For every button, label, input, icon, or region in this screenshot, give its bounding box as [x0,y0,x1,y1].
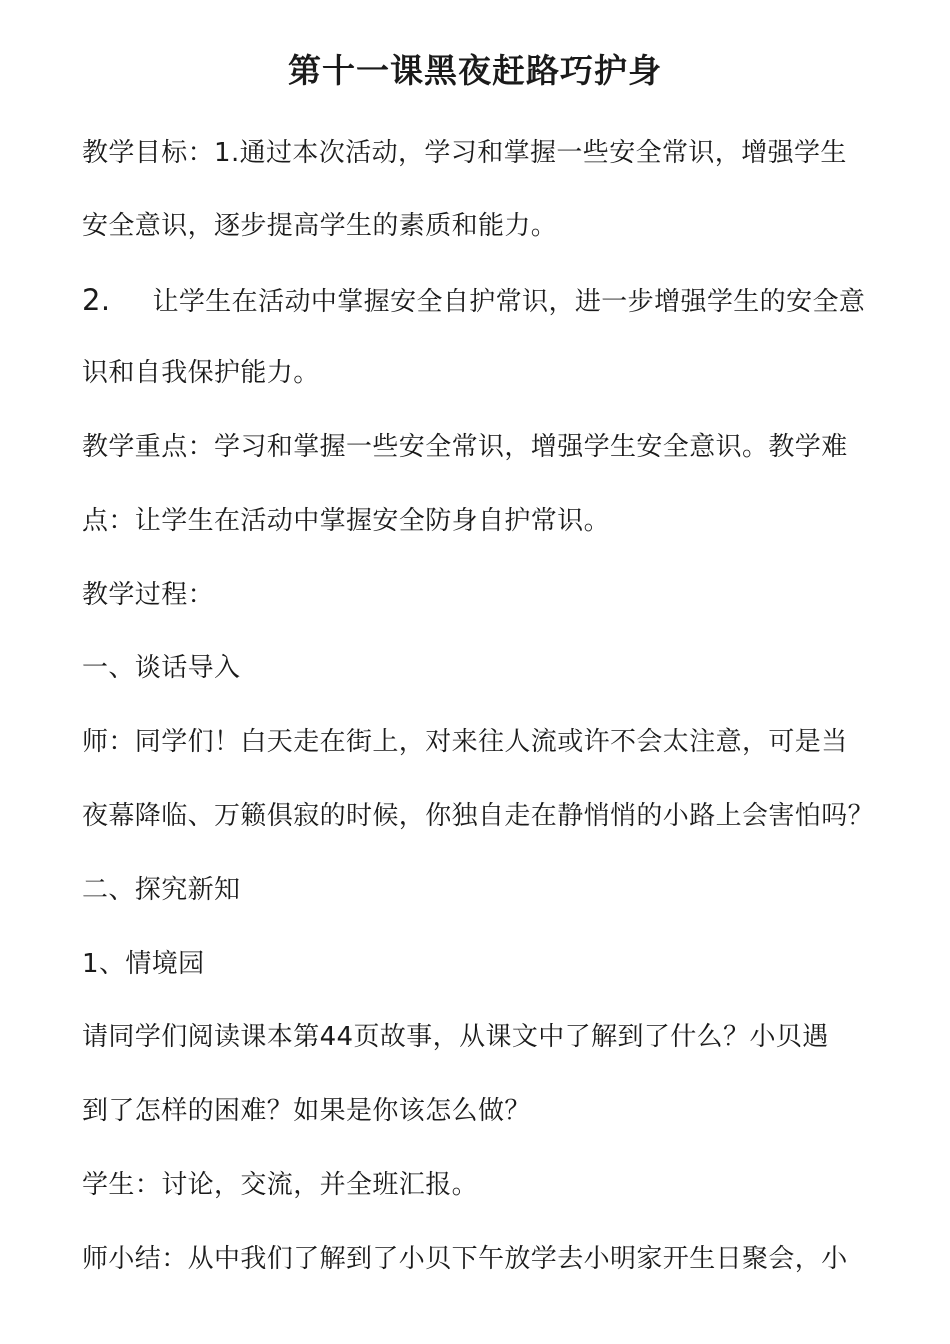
line-1: 教学目标：1.通过本次活动，学习和掌握一些安全常识，增强学生 [82,138,847,168]
line-5: 教学重点：学习和掌握一些安全常识，增强学生安全意识。教学难 [82,432,848,462]
line-11: 二、探究新知 [82,875,241,905]
line-16: 师小结：从中我们了解到了小贝下午放学去小明家开生日聚会，小 [82,1244,848,1274]
line-12: 1、情境园 [82,949,205,979]
line-15: 学生：讨论，交流，并全班汇报。 [82,1170,479,1200]
line-10: 夜幕降临、万籁俱寂的时候，你独自走在静悄悄的小路上会害怕吗？ [82,801,875,831]
line-3-text: 让学生在活动中掌握安全自护常识，进一步增强学生的安全意 [152,287,866,317]
line-6: 点：让学生在活动中掌握安全防身自护常识。 [82,506,611,536]
list-number: 2. [82,283,111,317]
line-4: 识和自我保护能力。 [82,358,320,388]
line-7: 教学过程： [82,580,215,610]
line-3 [82,280,865,322]
line-14: 到了怎样的困难？如果是你该怎么做？ [82,1096,531,1126]
line-8: 一、谈话导入 [82,653,241,683]
document-title: 第十一课黑夜赶路巧护身 [288,51,662,90]
line-9: 师：同学们！白天走在街上，对来往人流或许不会太注意，可是当 [82,727,848,757]
line-13: 请同学们阅读课本第44页故事，从课文中了解到了什么？小贝遇 [82,1022,829,1052]
line-2: 安全意识，逐步提高学生的素质和能力。 [82,211,558,241]
